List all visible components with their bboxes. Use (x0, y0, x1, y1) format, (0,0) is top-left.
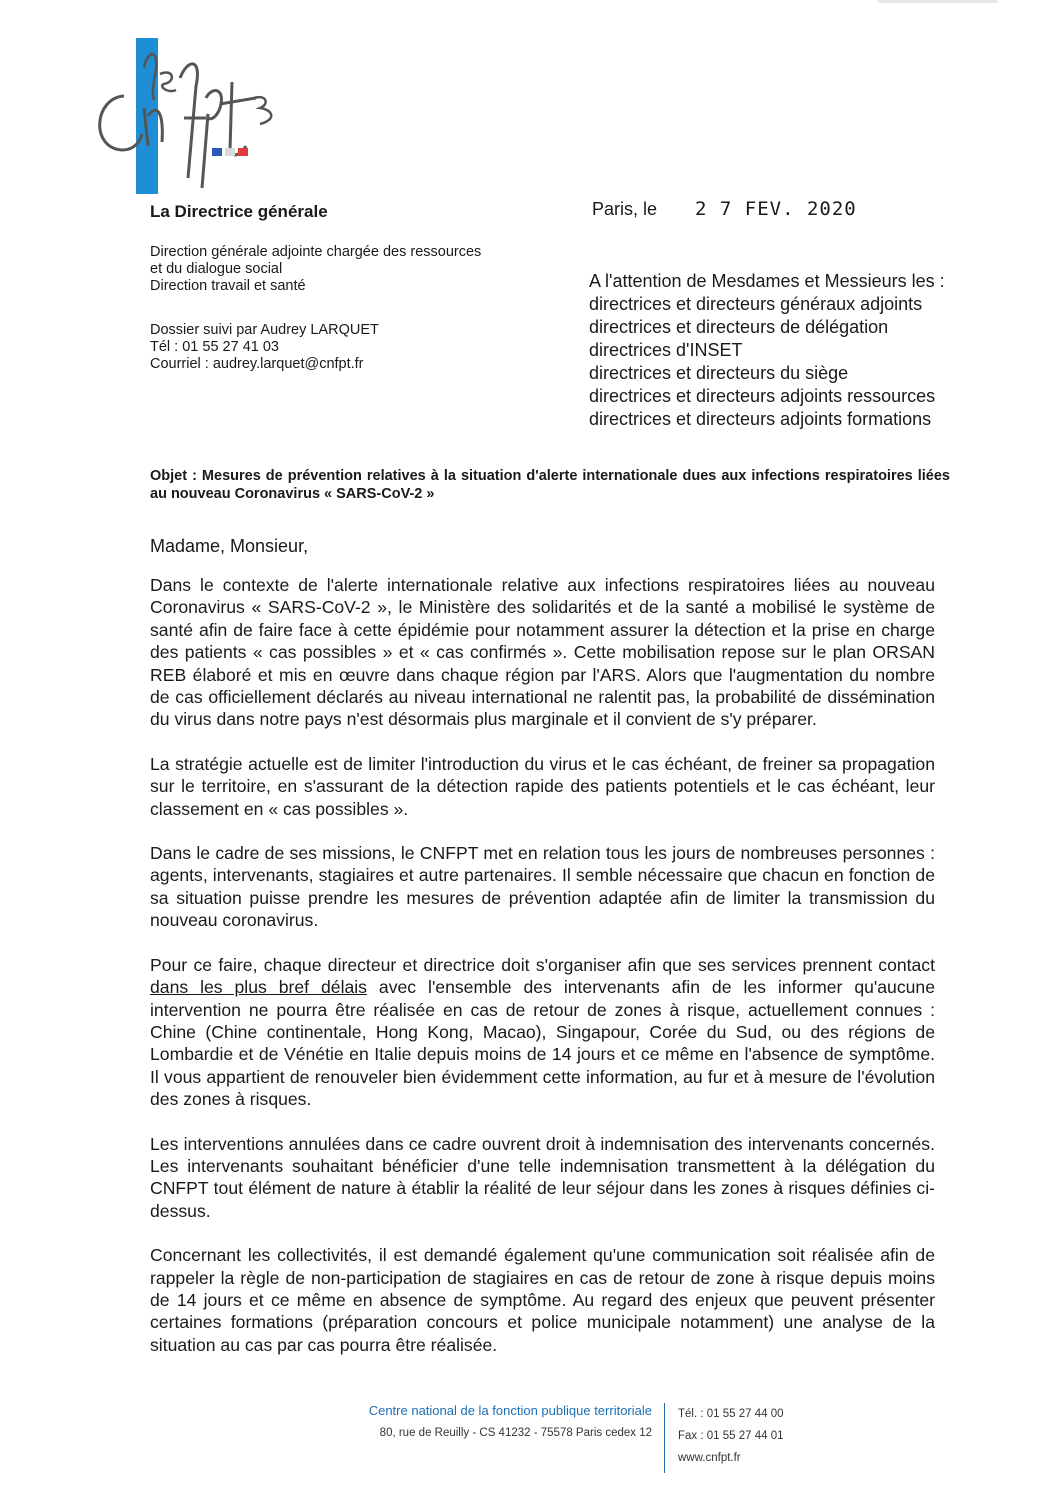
contact-line: Tél : 01 55 27 41 03 (150, 339, 279, 355)
footer-fax: Fax : 01 55 27 44 01 (678, 1430, 784, 1442)
footer-tel: Tél. : 01 55 27 44 00 (678, 1408, 784, 1420)
recipients-intro: A l'attention de Mesdames et Messieurs les : (589, 271, 945, 291)
body-paragraph: Dans le contexte de l'alerte internationale relative aux infections respiratoires liées au nouveau Coronavirus « SARS-CoV-2 », le Ministère des solidarités et de la santé a mobilisé le système de santé afin de faire face à cette épidémie pour notamment assurer la détection et la prise en charge des patients « cas possibles » et « cas confirmés ». Cette mobilisation repose sur le plan ORSAN REB élaboré et mis en œuvre dans chaque région par l'ARS. Alors que l'augmentation du nombre de cas officiellement déclarés au niveau international ne ralentit pas, la probabilité de dissémination du virus dans notre pays n'est désormais plus marginale et il convient de s'y préparer. (150, 575, 935, 730)
scan-mark (878, 0, 998, 3)
footer-divider (664, 1403, 665, 1473)
footer-address: 80, rue de Reuilly - CS 41232 - 75578 Paris cedex 12 (379, 1427, 652, 1439)
date-line (592, 198, 857, 220)
recipients-block (589, 270, 1029, 431)
department-line: Direction générale adjointe chargée des ressources (150, 244, 482, 260)
place-label: Paris, le (592, 199, 658, 219)
date-stamp: 2 7 FEV. 2020 (695, 198, 857, 220)
contact-line: Courriel : audrey.larquet@cnfpt.fr (150, 356, 364, 372)
body-paragraph: Les interventions annulées dans ce cadre ouvrent droit à indemnisation des intervenants concernés. Les intervenants souhaitant bénéficier d'une telle indemnisation transmettent à la délégation du CNFPT tout élément de nature à établir la réalité de leur séjour dans les zones à risques définies ci-dessus. (150, 1133, 935, 1221)
greeting: Madame, Monsieur, (150, 536, 309, 556)
body-text-segment: avec l'ensemble des intervenants afin de les informer qu'aucune intervention ne pourra être réalisée en cas de retour de zones à risque, actuellement connues : Chine (Chine continentale, Hong Kong, Macao), Singapour, Corée du Sud, ou des régions de Lombardie et de Vénétie en Italie depuis moins de 14 jours et ce même en l'absence de symptôme. Il vous appartient de renouveler bien évidemment cette information, au fur et à mesure de l'évolution des zones à risques. (150, 977, 935, 1110)
footer-web-link[interactable]: www.cnfpt.fr (678, 1452, 741, 1464)
body-paragraph (150, 954, 935, 1111)
department-line: Direction travail et santé (150, 278, 306, 294)
letter-object: Objet : Mesures de prévention relatives à la situation d'alerte internationale dues aux infections respiratoires liées au nouveau Coronavirus « SARS-CoV-2 » (150, 468, 950, 502)
recipient-line: directrices et directeurs adjoints ressources (589, 386, 936, 406)
recipient-line: directrices d'INSET (589, 340, 743, 360)
recipient-line: directrices et directeurs du siège (589, 363, 849, 383)
recipient-line: directrices et directeurs de délégation (589, 317, 889, 337)
body-paragraph: Concernant les collectivités, il est demandé également qu'une communication soit réalisée afin de rappeler la règle de non-participation de stagiaires en cas de retour de zone à risque depuis moins de 14 jours et ce même en absence de symptôme. Au regard des enjeux que peuvent présenter certaines formations (préparation concours et police municipale notamment) une analyse de la situation au cas par cas pourra être réalisée. (150, 1245, 935, 1355)
sender-block (150, 203, 550, 373)
letter-body (150, 574, 935, 1378)
body-paragraph: Dans le cadre de ses missions, le CNFPT met en relation tous les jours de nombreuses personnes : agents, intervenants, stagiaires et autre partenaires. Il semble nécessaire que chacun en fonction de sa situation puisse prendre les mesures de prévention adaptée afin de limiter la transmission du nouveau coronavirus. (150, 843, 935, 931)
recipient-line: directrices et directeurs adjoints formations (589, 409, 932, 429)
body-text-segment: Pour ce faire, chaque directeur et directrice doit s'organiser afin que ses services prennent contact (150, 954, 935, 975)
department-line: et du dialogue social (150, 261, 283, 277)
footer-contacts (678, 1403, 784, 1469)
recipient-line: directrices et directeurs généraux adjoints (589, 294, 923, 314)
sender-title: La Directrice générale (150, 202, 328, 221)
body-paragraph: La stratégie actuelle est de limiter l'introduction du virus et le cas échéant, de freiner sa propagation sur le territoire, en s'assurant de la détection rapide des patients potentiels et le cas échéant, leur classement en « cas possibles ». (150, 753, 935, 819)
cnfpt-logo (84, 38, 284, 198)
emphasis-underlined: dans les plus bref délais (150, 977, 367, 998)
contact-line: Dossier suivi par Audrey LARQUET (150, 322, 379, 338)
letter-footer (300, 1403, 860, 1473)
footer-org-name: Centre national de la fonction publique territoriale (368, 1403, 652, 1418)
